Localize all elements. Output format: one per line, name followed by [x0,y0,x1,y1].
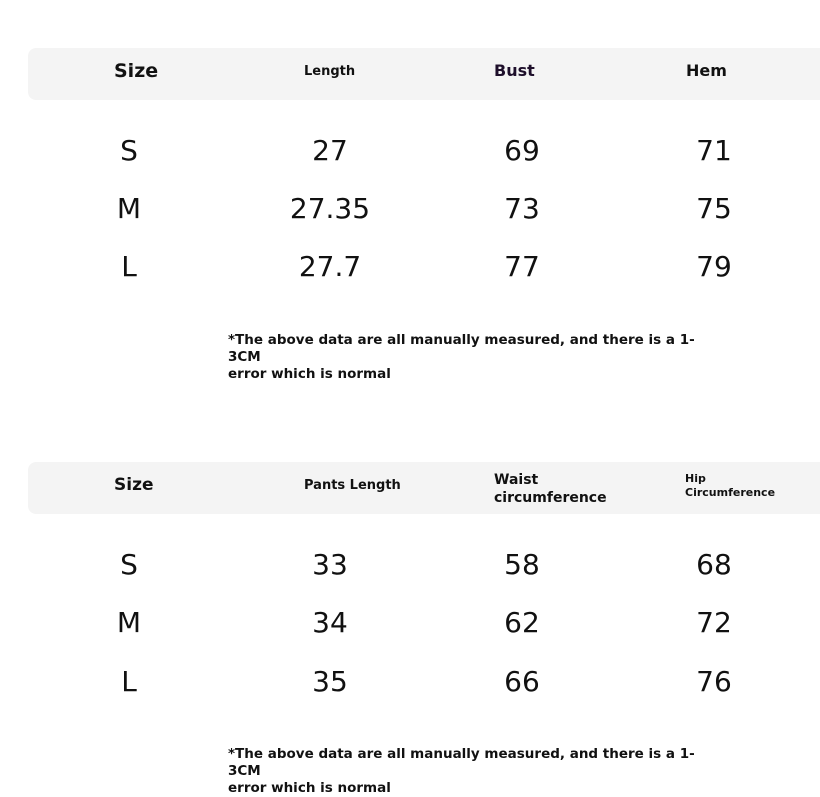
table2-header-waist [494,471,607,507]
table1-note-line1: *The above data are all manually measured, and there is a 1-3CM [228,332,695,365]
table2-cell-waist: 62 [504,606,540,639]
table1-cell-hem: 75 [696,192,732,225]
table2-cell-size: S [120,548,138,581]
table1-measurement-note [228,332,698,383]
table1-cell-length: 27.7 [298,250,362,283]
table2-header-pants-length: Pants Length [304,478,401,493]
table2-cell-hip: 68 [696,548,732,581]
table1-cell-size: L [121,250,137,283]
table2-header-waist-line1: Waist [494,472,539,488]
table2-header-hip [685,472,775,500]
table2-cell-pants-length: 34 [312,606,348,639]
table2-cell-waist: 66 [504,665,540,698]
table2-header-hip-line2: Circumference [685,486,776,499]
table1-cell-length: 27 [312,134,348,167]
table1-header-size: Size [114,60,159,82]
table2-note-line1: *The above data are all manually measured, and there is a 1-3CM [228,746,695,779]
table1-cell-bust: 69 [504,134,540,167]
table1-cell-bust: 77 [504,250,540,283]
table2-cell-size: L [121,665,137,698]
table2-cell-waist: 58 [504,548,540,581]
table1-cell-size: S [120,134,138,167]
table1-header-bust: Bust [494,61,535,80]
table1-cell-bust: 73 [504,192,540,225]
table2-measurement-note [228,746,698,797]
table2-note-line2: error which is normal [228,780,391,796]
table1-header-hem: Hem [686,61,727,80]
table2-cell-size: M [116,606,142,639]
table1-header-length: Length [304,64,356,79]
table1-cell-hem: 79 [696,250,732,283]
table2-cell-pants-length: 33 [312,548,348,581]
table2-cell-pants-length: 35 [312,665,348,698]
table2-header-waist-line2: circumference [494,490,607,506]
table2-cell-hip: 76 [696,665,732,698]
table1-cell-length: 27.35 [289,192,371,225]
table2-cell-hip: 72 [696,606,732,639]
table1-cell-hem: 71 [696,134,732,167]
table2-header-hip-line1: Hip [685,472,706,485]
table1-cell-size: M [116,192,142,225]
table1-note-line2: error which is normal [228,366,391,382]
table2-header-size: Size [114,475,154,495]
